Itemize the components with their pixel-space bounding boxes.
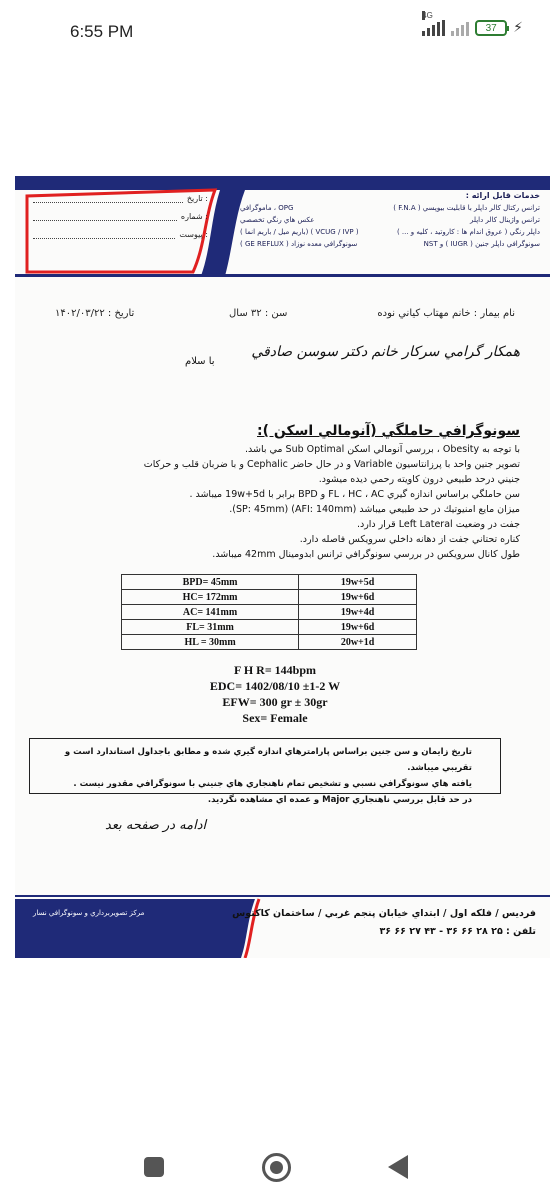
disclaimer-box bbox=[29, 738, 501, 805]
greeting: با سلام bbox=[185, 356, 215, 367]
navigation-bar bbox=[0, 1140, 553, 1200]
report-line: تصوير جنين واحد با پرزانتاسيون Variable و در حال حاضر Cephalic و با ضربان قلب و حركات bbox=[143, 459, 520, 470]
report-line: ميزان مايع امنيوتيك در حد طبيعي ميباشد (AFI: 140mm) (SP: 45mm). bbox=[229, 504, 520, 515]
recent-apps-button[interactable] bbox=[144, 1157, 164, 1177]
report-line: جنيني درحد طبيعي درون كاويته رحمي ديده ميشود. bbox=[318, 474, 520, 485]
report-line: جفت در وضعيت Left Lateral قرار دارد. bbox=[356, 519, 520, 530]
address-line: فرديس / فلكه اول / ابتداي خيابان پنجم غربي / ساختمان كاكتوس bbox=[232, 908, 536, 919]
number-field: شماره : bbox=[33, 212, 208, 221]
colleague-salutation: همكار گرامي سركار خانم دكتر سوسن صادقي bbox=[251, 344, 520, 360]
cell-signal-off-icon bbox=[451, 20, 469, 36]
continued-note: ادامه در صفحه بعد bbox=[105, 818, 207, 833]
battery-icon bbox=[475, 20, 507, 36]
letterhead-fields bbox=[33, 194, 208, 264]
efw-value: EFW= 300 gr ± 30gr bbox=[222, 695, 328, 709]
date-field: تاريخ : bbox=[33, 194, 208, 203]
patient-name: نام بيمار : خانم مهتاب كياني نوده bbox=[377, 308, 515, 319]
table-row: HL = 30mm 20w+1d bbox=[122, 635, 417, 650]
fhr-value: F H R= 144bpm bbox=[233, 663, 317, 677]
phone-line: تلفن : ۲۵ ۲۸ ۶۶ ۳۶ - ۴۳ ۲۷ ۶۶ ۳۶ bbox=[379, 926, 536, 937]
edc-value: EDC= 1402/08/10 ±1-2 W bbox=[209, 679, 341, 693]
table-row: FL= 31mm 19w+6d bbox=[122, 620, 417, 635]
home-button[interactable] bbox=[262, 1153, 291, 1182]
services-row: ترانس واژينال كالر داپلر عكس هاي رنگي تخصصي bbox=[240, 216, 540, 224]
status-time: 6:55 PM bbox=[70, 22, 134, 41]
battery-level: 37 bbox=[485, 22, 497, 34]
table-row: HC= 172mm 19w+6d bbox=[122, 590, 417, 605]
status-icons bbox=[422, 11, 523, 36]
report-date: تاريخ : ۱۴۰۲/۰۳/۲۲ bbox=[55, 308, 135, 319]
table-row: BPD= 45mm 19w+5d bbox=[122, 575, 417, 590]
status-bar bbox=[0, 0, 553, 64]
disclaimer-line: در حد قابل بررسي ناهنجاري Major و عمده اي مشاهده نگرديد. bbox=[207, 795, 472, 805]
services-list bbox=[240, 190, 540, 250]
report-line: طول كانال سرويكس در بررسي سونوگرافي ترانس ابدومينال 42mm ميباشد. bbox=[212, 549, 520, 560]
attachment-field: پيوست : bbox=[33, 230, 208, 239]
patient-info bbox=[55, 308, 515, 319]
sex-value: Sex= Female bbox=[242, 711, 308, 725]
disclaimer-line: يافته هاي سونوگرافي نسبي و تشخيص تمام ناهنجاري هاي جنيني با سونوگرافي مقدور نيست . bbox=[73, 779, 472, 789]
report-body bbox=[50, 442, 520, 562]
network-type: 4G bbox=[422, 11, 433, 20]
report-line: با توجه به Obesity ، بررسي آنومالي اسكن Sub Optimal مي باشد. bbox=[244, 444, 520, 455]
cell-signal-icon bbox=[422, 11, 445, 36]
report-title: سونوگرافي حاملگي (آنومالي اسكن ): bbox=[257, 423, 520, 439]
services-row: سونوگرافي داپلر جنين ( IUGR ) و NST سونوگرافي معده نوزاد ( GE REFLUX ) bbox=[240, 240, 540, 248]
footer-address bbox=[232, 905, 536, 941]
bolt-icon: ⚡ bbox=[513, 20, 523, 36]
footer-center-name: مركز تصويربرداري و سونوگرافي نسار bbox=[33, 909, 145, 917]
disclaimer-line: تاريخ زايمان و سن جنين براساس پارامترهاي اندازه گيري شده و مطابق باجداول استاندارد است و تقريبي ميباشد. bbox=[64, 747, 472, 773]
patient-age: سن : ۳۲ سال bbox=[229, 308, 288, 319]
services-row: داپلر رنگي ( عروق اندام ها : كاروتيد ، كليه و ... ) ( VCUG / IVP ) (باريم ميل / باريم انما ) bbox=[240, 228, 540, 236]
biometry-table bbox=[121, 574, 417, 650]
back-button[interactable] bbox=[388, 1155, 408, 1179]
report-line: سن حاملگي براساس اندازه گيري FL ، HC ، AC و BPD برابر با 19w+5d ميباشد . bbox=[189, 489, 520, 500]
report-line: كناره تحتاني جفت از دهانه داخلي سرويكس فاصله دارد. bbox=[299, 534, 520, 545]
table-row: AC= 141mm 19w+4d bbox=[122, 605, 417, 620]
document-page bbox=[15, 176, 550, 958]
services-title: خدمات قابل ارائه : bbox=[465, 191, 540, 200]
fetal-results bbox=[195, 662, 355, 726]
services-row: ترانس ركتال كالر داپلر با قابليت بيوپسي ( F.N.A ) OPG ، ماموگرافي bbox=[240, 204, 540, 212]
